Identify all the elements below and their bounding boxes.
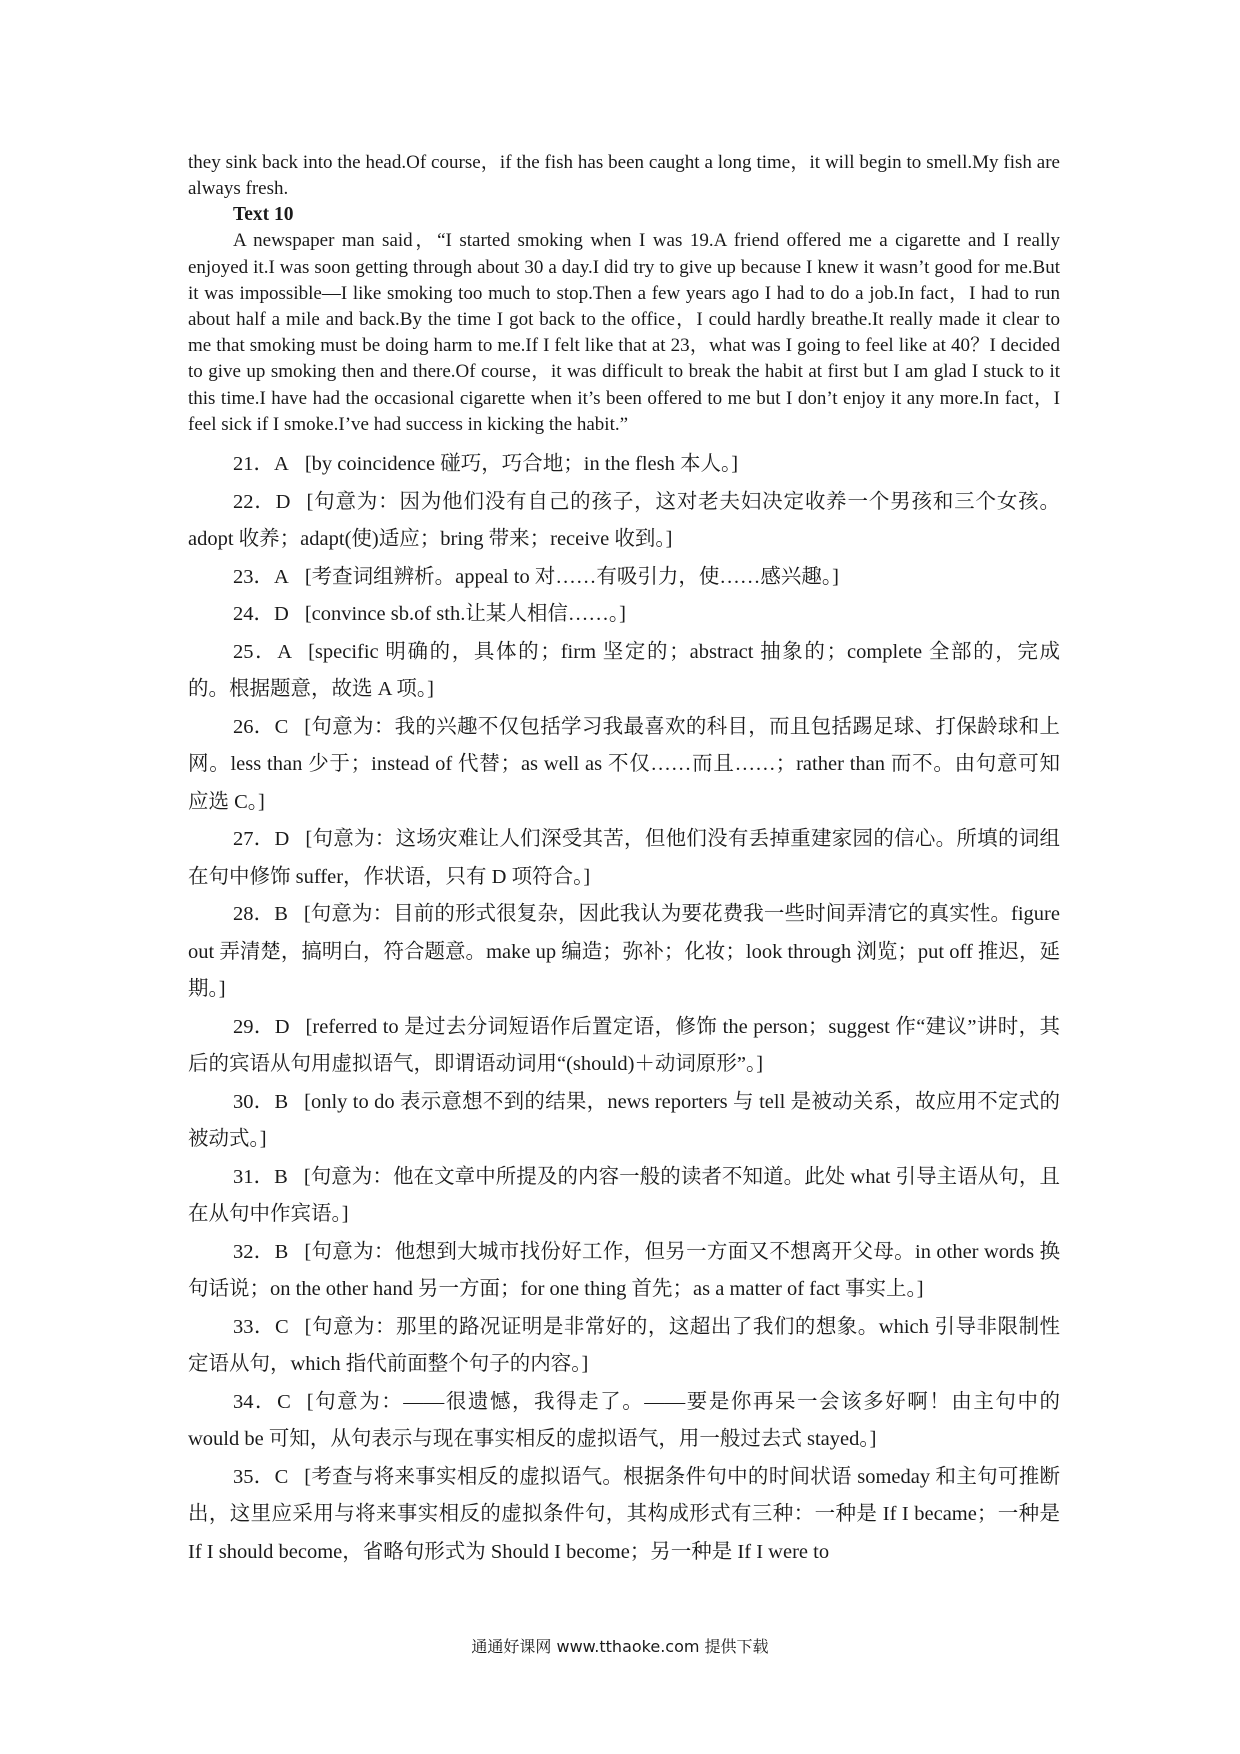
answer-number: 30．B bbox=[233, 1090, 289, 1113]
document-page bbox=[188, 150, 1060, 1571]
answer-number: 34．C bbox=[233, 1390, 291, 1413]
answer-list bbox=[188, 446, 1060, 1571]
answer-item bbox=[188, 596, 1060, 634]
answer-explanation: [句意为：他在文章中所提及的内容一般的读者不知道。此处 what 引导主语从句，且在从句中作宾语。] bbox=[188, 1165, 1060, 1226]
answer-number: 27．D bbox=[233, 828, 290, 851]
answer-item bbox=[188, 709, 1060, 822]
answer-number: 22．D bbox=[233, 490, 291, 513]
answer-explanation: [句意为：他想到大城市找份好工作，但另一方面又不想离开父母。in other words 换句话说；on the other hand 另一方面；for one thing 首先；as a matter of fact 事实上。] bbox=[188, 1240, 1060, 1301]
answer-explanation: [考查词组辨析。appeal to 对……有吸引力，使……感兴趣。] bbox=[304, 565, 839, 588]
answer-number: 28．B bbox=[233, 903, 288, 926]
top-paragraph: they sink back into the head.Of course，if the fish has been caught a long time，it will begin to smell.My fish are always fresh. bbox=[188, 152, 1060, 200]
answer-explanation: [referred to 是过去分词短语作后置定语，修饰 the person；suggest 作“建议”讲时，其后的宾语从句用虚拟语气，即谓语动词用“(should)＋动词原形”。] bbox=[188, 1015, 1060, 1076]
answer-explanation: [句意为：——很遗憾，我得走了。——要是你再呆一会该多好啊！由主句中的 would be 可知，从句表示与现在事实相反的虚拟语气，用一般过去式 stayed。] bbox=[188, 1390, 1060, 1451]
answer-item bbox=[188, 559, 1060, 597]
answer-explanation: [句意为：因为他们没有自己的孩子，这对老夫妇决定收养一个男孩和三个女孩。adopt 收养；adapt(使)适应；bring 带来；receive 收到。] bbox=[188, 490, 1061, 551]
answer-number: 23．A bbox=[233, 565, 289, 588]
answer-explanation: [specific 明确的，具体的；firm 坚定的；abstract 抽象的；complete 全部的，完成的。根据题意，故选 A 项。] bbox=[188, 640, 1060, 701]
answer-item bbox=[188, 896, 1060, 1009]
answer-item bbox=[188, 1459, 1060, 1572]
answer-number: 31．B bbox=[233, 1165, 288, 1188]
answer-explanation: [句意为：目前的形式很复杂，因此我认为要花费我一些时间弄清它的真实性。figure out 弄清楚，搞明白，符合题意。make up 编造；弥补；化妆；look through 浏览；put off 推迟，延期。] bbox=[188, 903, 1060, 1001]
answer-item bbox=[188, 1384, 1060, 1459]
answer-number: 35．C bbox=[233, 1465, 289, 1488]
answer-item bbox=[188, 1309, 1060, 1384]
answer-item bbox=[188, 446, 1060, 484]
answer-item bbox=[188, 1084, 1060, 1159]
section-heading: Text 10 bbox=[233, 204, 294, 226]
answer-number: 24．D bbox=[233, 603, 289, 626]
answer-item bbox=[188, 634, 1060, 709]
answer-item bbox=[188, 1009, 1060, 1084]
answer-explanation: [convince sb.of sth.让某人相信……。] bbox=[304, 603, 626, 626]
text10-paragraph: A newspaper man said，“I started smoking when I was 19.A friend offered me a cigarette and I really enjoyed it.I was soon getting through about 30 a day.I did try to give up because I knew it wasn’t good for me.But it was impossible—I like smoking too much to stop.Then a few years ago I had to do a job.In fact，I had to run about half a mile and back.By the time I got back to the office，I could hardly breathe.It really made it clear to me that smoking must be doing harm to me.If I felt like that at 23，what was I going to feel like at 40？I decided to give up smoking then and there.Of course，it was difficult to break the habit at first but I am glad I stuck to it this time.I have had the occasional cigarette when it’s been offered to me but I don’t enjoy it any more.In fact，I feel sick if I smoke.I’ve had success in kicking the habit.” bbox=[188, 230, 1060, 435]
answer-item bbox=[188, 484, 1060, 559]
answer-explanation: [考查与将来事实相反的虚拟语气。根据条件句中的时间状语 someday 和主句可推断出，这里应采用与将来事实相反的虚拟条件句，其构成形式有三种：一种是 If I became；一种是 If I should become，省略句形式为 Should I become；另一种是 If I were to bbox=[188, 1465, 1060, 1563]
answer-explanation: [句意为：那里的路况证明是非常好的，这超出了我们的想象。which 引导非限制性定语从句，which 指代前面整个句子的内容。] bbox=[188, 1315, 1060, 1376]
answer-number: 26．C bbox=[233, 715, 289, 738]
answer-explanation: [only to do 表示意想不到的结果，news reporters 与 tell 是被动关系，故应用不定式的被动式。] bbox=[188, 1090, 1060, 1151]
answer-explanation: [句意为：我的兴趣不仅包括学习我最喜欢的科目，而且包括踢足球、打保龄球和上网。less than 少于；instead of 代替；as well as 不仅……而且……；rather than 而不。由句意可知应选 C。] bbox=[188, 715, 1060, 813]
answer-number: 29．D bbox=[233, 1015, 290, 1038]
answer-item bbox=[188, 1234, 1060, 1309]
answer-explanation: [by coincidence 碰巧，巧合地；in the flesh 本人。] bbox=[304, 453, 739, 476]
answer-number: 33．C bbox=[233, 1315, 289, 1338]
answer-item bbox=[188, 1159, 1060, 1234]
answer-item bbox=[188, 821, 1060, 896]
page-footer: 通通好课网 www.tthaoke.com 提供下载 bbox=[471, 1637, 769, 1656]
answer-number: 32．B bbox=[233, 1240, 289, 1263]
answer-number: 21．A bbox=[233, 453, 289, 476]
answer-number: 25．A bbox=[233, 640, 293, 663]
answer-explanation: [句意为：这场灾难让人们深受其苦，但他们没有丢掉重建家园的信心。所填的词组在句中修饰 suffer，作状语，只有 D 项符合。] bbox=[188, 828, 1060, 888]
